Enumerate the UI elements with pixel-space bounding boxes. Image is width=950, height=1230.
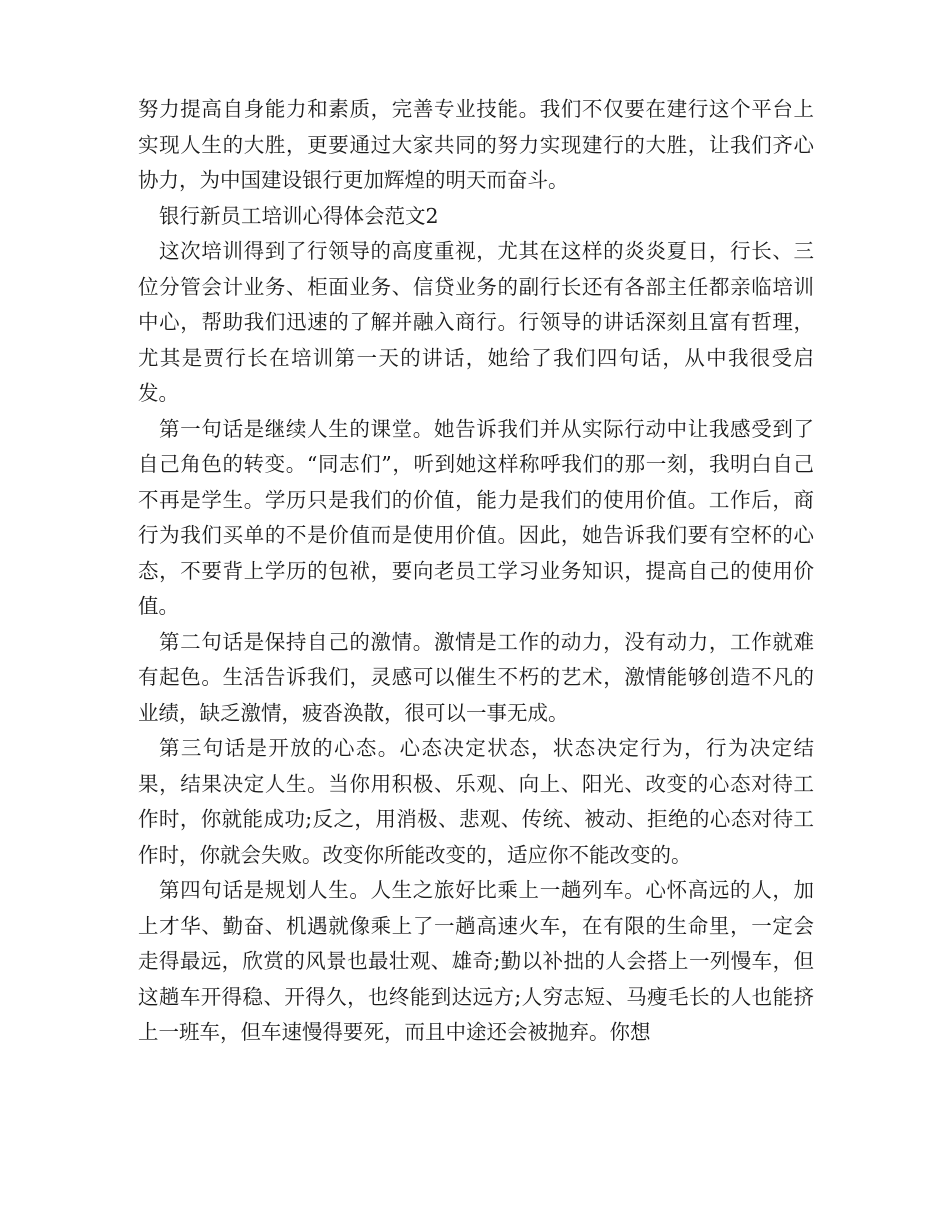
document-page	[138, 92, 814, 1051]
paragraph-third-saying: 第三句话是开放的心态。心态决定状态，状态决定行为，行为决定结果，结果决定人生。当你用积极、乐观、向上、阳光、改变的心态对待工作时，你就能成功;反之，用消极、悲观、传统、被动、拒绝的心态对待工作时，你就会失败。改变你所能改变的，适应你不能改变的。	[138, 736, 814, 867]
paragraph-second-saying: 第二句话是保持自己的激情。激情是工作的动力，没有动力，工作就难有起色。生活告诉我们，灵感可以催生不朽的艺术，激情能够创造不凡的业绩，缺乏激情，疲沓涣散，很可以一事无成。	[138, 629, 814, 725]
paragraph-training-intro: 这次培训得到了行领导的高度重视，尤其在这样的炎炎夏日，行长、三位分管会计业务、柜面业务、信贷业务的副行长还有各部主任都亲临培训中心，帮助我们迅速的了解并融入商行。行领导的讲话深刻且富有哲理，尤其是贾行长在培训第一天的讲话，她给了我们四句话，从中我很受启发。	[138, 239, 814, 405]
paragraph-fourth-saying: 第四句话是规划人生。人生之旅好比乘上一趟列车。心怀高远的人，加上才华、勤奋、机遇就像乘上了一趟高速火车，在有限的生命里，一定会走得最远，欣赏的风景也最壮观、雄奇;勤以补拙的人会搭上一列慢车，但这趟车开得稳、开得久，也终能到达远方;人穷志短、马瘦毛长的人也能挤上一班车，但车速慢得要死，而且中途还会被抛弃。你想	[138, 878, 814, 1044]
section-heading: 银行新员工培训心得体会范文2	[159, 203, 439, 228]
paragraph-first-saying: 第一句话是继续人生的课堂。她告诉我们并从实际行动中让我感受到了自己角色的转变。“同志们”，听到她这样称呼我们的那一刻，我明白自己不再是学生。学历只是我们的价值，能力是我们的使用价值。工作后，商行为我们买单的不是价值而是使用价值。因此，她告诉我们要有空杯的心态，不要背上学历的包袱，要向老员工学习业务知识，提高自己的使用价值。	[138, 416, 814, 618]
paragraph-continuation: 努力提高自身能力和素质，完善专业技能。我们不仅要在建行这个平台上实现人生的大胜，更要通过大家共同的努力实现建行的大胜，让我们齐心协力，为中国建设银行更加辉煌的明天而奋斗。	[138, 97, 814, 192]
